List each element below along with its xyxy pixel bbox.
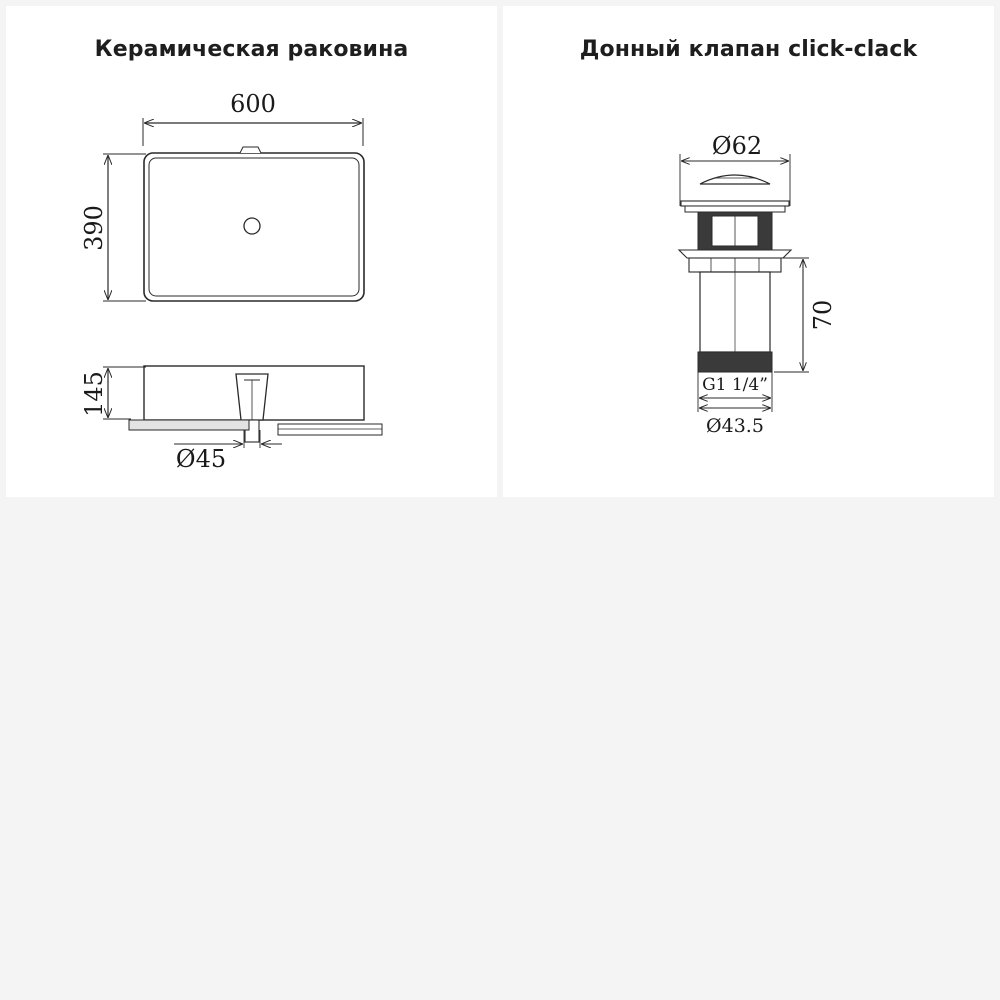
sink-drawing <box>6 6 497 497</box>
valve-outer-label: Ø43.5 <box>706 415 764 437</box>
sink-depth-label: 390 <box>80 205 108 251</box>
sink-drain-dimension <box>174 430 282 473</box>
valve-drawing <box>503 6 994 497</box>
sink-depth-dimension <box>80 154 146 301</box>
sink-width-dimension <box>143 90 363 146</box>
valve-panel <box>503 6 994 497</box>
valve-body <box>679 175 791 372</box>
sink-panel <box>6 6 497 497</box>
drain-hole-icon <box>244 218 260 234</box>
valve-length-dimension <box>774 258 837 372</box>
sink-title: Керамическая раковина <box>94 37 409 62</box>
sink-top-view <box>144 147 364 301</box>
sink-height-dimension <box>80 367 146 419</box>
valve-thread-label: G1 1/4” <box>702 375 768 395</box>
valve-title: Донный клапан click-clack <box>579 37 918 62</box>
sink-height-label: 145 <box>80 371 108 417</box>
sink-drain-label: Ø45 <box>175 445 227 473</box>
valve-thread-dimension <box>698 372 772 437</box>
valve-cap-label: Ø62 <box>711 132 763 160</box>
sink-side-view <box>129 366 382 442</box>
sink-width-label: 600 <box>230 90 276 118</box>
valve-length-label: 70 <box>809 299 837 331</box>
valve-cap-dimension <box>680 132 790 206</box>
